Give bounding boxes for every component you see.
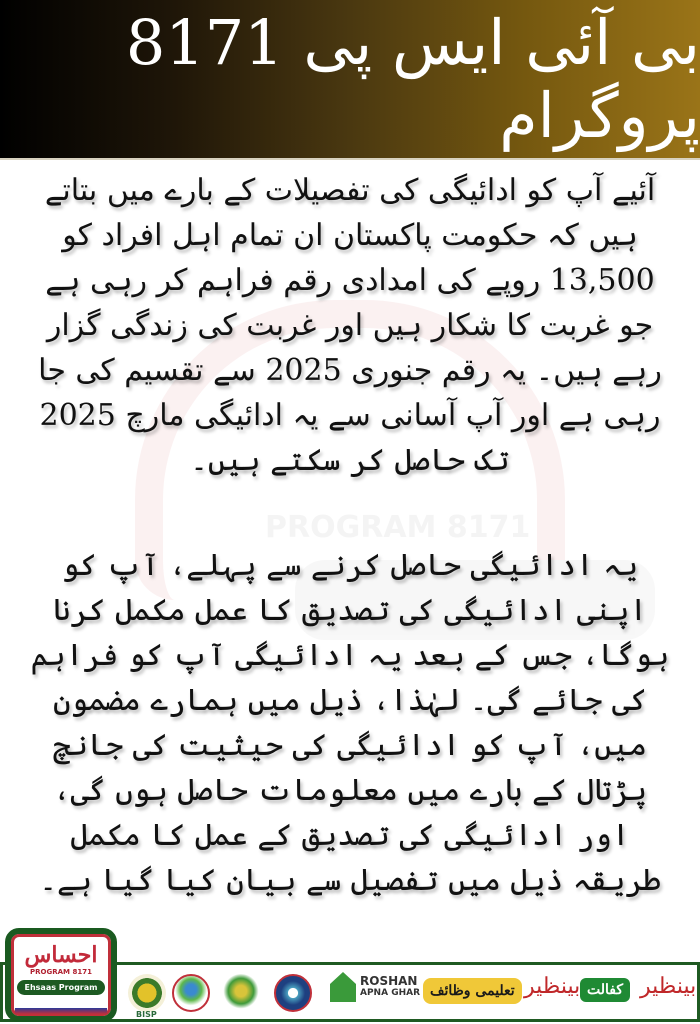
paragraph-verification: یہ ادائیگی حاصل کرنے سے پہلے، آپ کو اپنی ادائیگی کی تصدیق کا عمل مکمل کرنا ہوگا، جس کے بعد یہ ادائیگی آپ کو فراہم کی جائے گی۔ لہٰذا، ذیل میں ہمارے مضمون میں، آپ کو ادائیگی کی حیثیت کی جانچ پڑتال کے بارے میں معلومات حاصل ہوں گی، اور ادائیگی کی تصدیق کے عمل کا مکمل طریقہ ذیل میں تفصیل سے بیان کیا گیا ہے۔	[30, 548, 670, 898]
bisp-logo-icon	[128, 974, 166, 1012]
roshan-text	[360, 975, 420, 999]
kafalat-badge: کفالت	[580, 978, 630, 1002]
ehsaas-subtitle: PROGRAM 8171	[30, 968, 92, 976]
partner-logo-4-icon	[274, 974, 312, 1012]
roshan-line-1: ROSHAN	[360, 974, 418, 988]
roshan-apna-ghar-logo	[330, 972, 420, 1002]
ehsaas-logo	[5, 928, 117, 1022]
taleemi-wazaif-badge: تعلیمی وظائف	[423, 978, 522, 1004]
bisp-label: BISP	[136, 1010, 157, 1019]
roshan-line-2: APNA GHAR	[360, 988, 421, 998]
page-title: بی آئی ایس پی 8171 پروگرام	[125, 6, 700, 152]
watermark-text: PROGRAM 8171	[265, 510, 531, 545]
ehsaas-urdu-text: احساس	[24, 942, 98, 968]
benazir-label-2: بینظیر	[640, 974, 697, 999]
header-banner	[0, 0, 700, 158]
article-body	[30, 168, 670, 903]
ehsaas-program-pill: Ehsaas Program	[17, 980, 106, 995]
ehsaas-flag-stripe	[15, 1008, 107, 1014]
partner-logo-3-icon	[222, 974, 260, 1012]
partner-logo-2-icon	[172, 974, 210, 1012]
paragraph-payment-details: آئیے آپ کو ادائیگی کی تفصیلات کے بارے میں بتاتے ہیں کہ حکومت پاکستان ان تمام اہل افراد کو 13,500 روپے کی امدادی رقم فراہم کر رہی ہے جو غربت کا شکار ہیں اور غربت کی زندگی گزار رہے ہیں۔ یہ رقم جنوری 2025 سے تقسیم کی جا رہی ہے اور آپ آسانی سے یہ ادائیگی مارچ 2025 تک حاصل کر سکتے ہیں۔	[38, 173, 662, 478]
benazir-label-1: بینظیر	[524, 974, 581, 999]
house-icon	[330, 972, 356, 1002]
header-divider	[0, 158, 700, 160]
